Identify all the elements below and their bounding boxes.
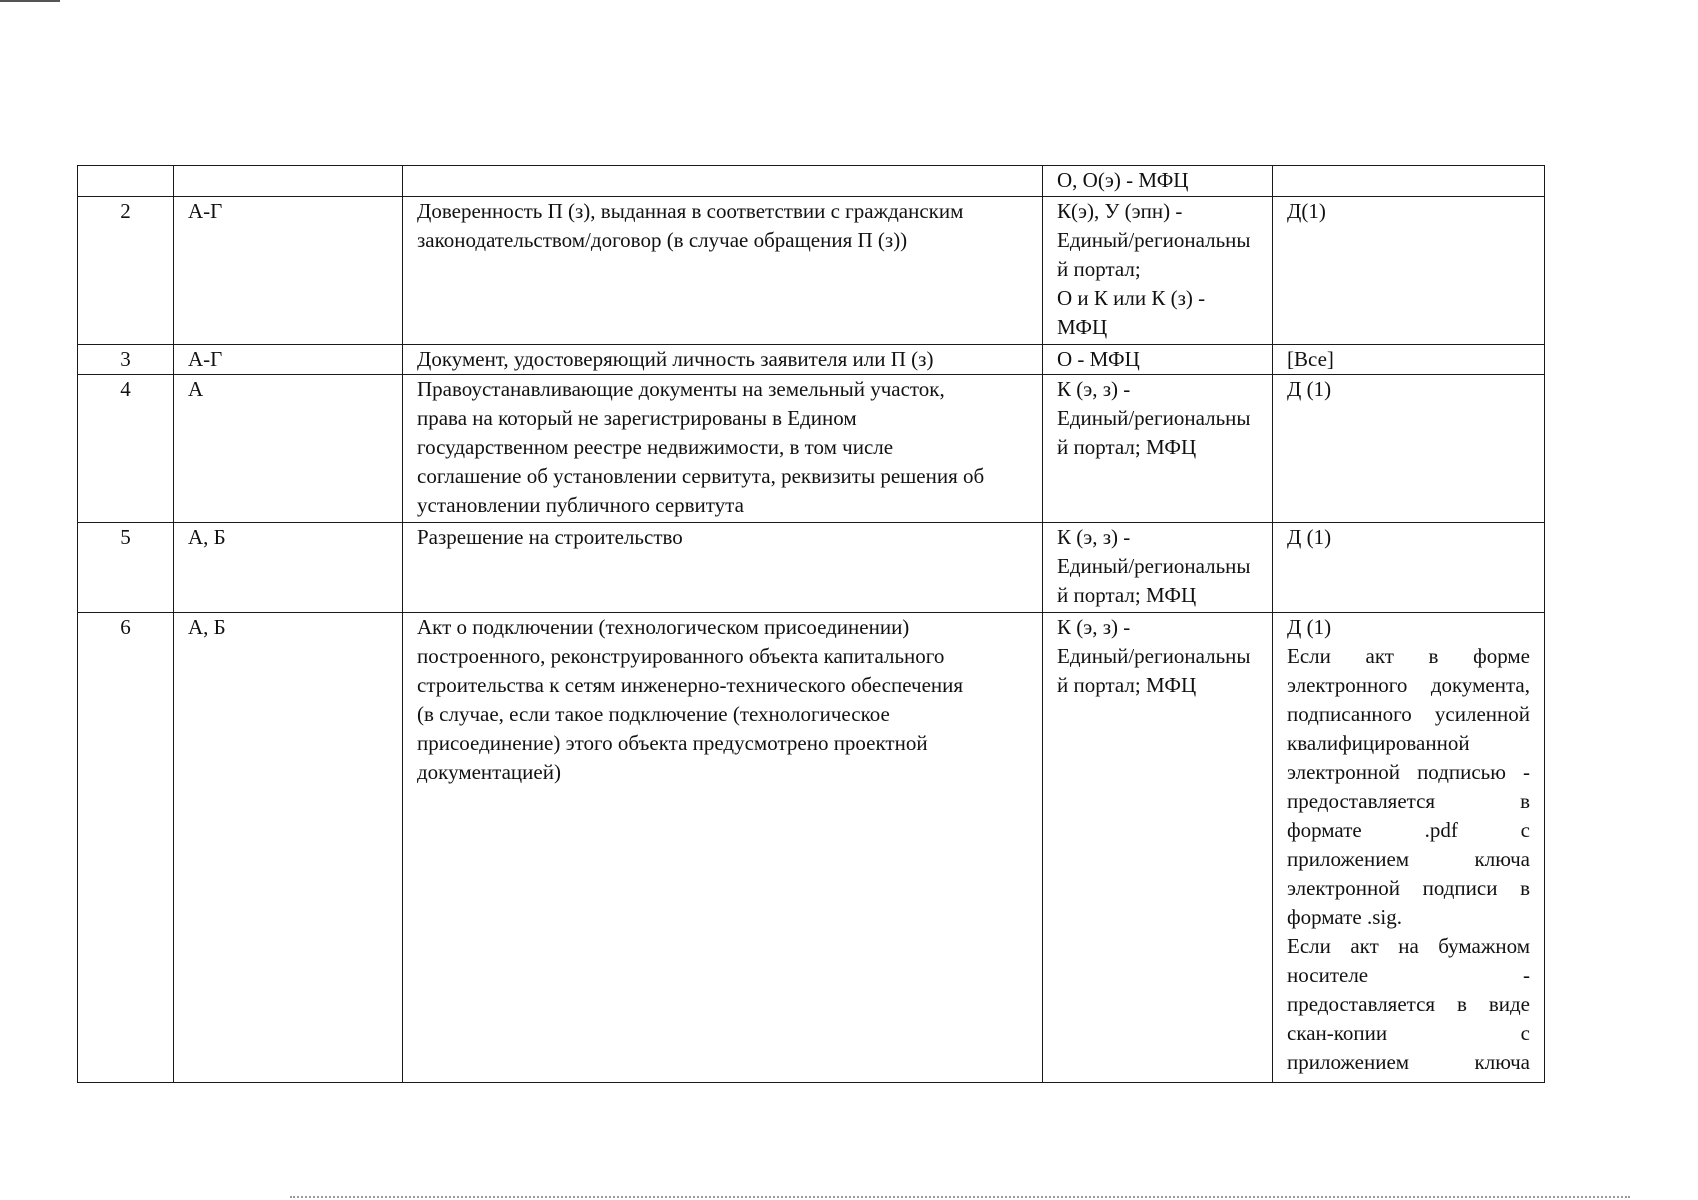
submission-method-cell [1043, 523, 1273, 613]
method-line: й портал; МФЦ [1057, 673, 1197, 697]
requirement-line: Д (1) [1287, 377, 1332, 401]
requirement-line: формате .pdf с [1287, 818, 1530, 842]
requirement-cell [1273, 523, 1545, 613]
requirement-line: Если акт на бумажном [1287, 934, 1530, 958]
row-number-cell: 4 [78, 375, 174, 523]
document-name-line: строительства к сетям инженерно-технического обеспечения [417, 673, 964, 697]
category-cell: А, Б [174, 523, 403, 613]
requirement-line: подписанного усиленной [1287, 702, 1530, 726]
document-name-line: Доверенность П (з), выданная в соответствии с гражданским [417, 199, 964, 223]
table-row [78, 197, 1545, 345]
requirement-line: квалифицированной [1287, 731, 1470, 755]
requirement-line: формате .sig. [1287, 905, 1402, 929]
document-name-line: Разрешение на строительство [417, 525, 683, 549]
category-cell: А, Б [174, 613, 403, 1083]
document-name-line: Правоустанавливающие документы на земельный участок, [417, 377, 945, 401]
documents-table [77, 165, 1545, 1083]
document-name-line: Документ, удостоверяющий личность заявителя или П (з) [417, 347, 934, 371]
requirement-line: носителе - [1287, 963, 1530, 987]
method-line: МФЦ [1057, 315, 1108, 339]
category-cell: А-Г [174, 345, 403, 375]
document-name-cell [403, 613, 1043, 1083]
table-row [78, 166, 1545, 197]
requirement-cell [1273, 375, 1545, 523]
document-name-line: права на который не зарегистрированы в Едином [417, 406, 857, 430]
method-line: Единый/региональны [1057, 228, 1251, 252]
category-cell [174, 166, 403, 197]
category-cell: А [174, 375, 403, 523]
method-line: О, О(э) - МФЦ [1057, 168, 1189, 192]
requirement-cell [1273, 197, 1545, 345]
requirement-cell [1273, 166, 1545, 197]
submission-method-cell [1043, 613, 1273, 1083]
document-name-cell [403, 197, 1043, 345]
row-number-cell: 3 [78, 345, 174, 375]
method-line: О - МФЦ [1057, 347, 1140, 371]
method-line: К(э), У (эпн) - [1057, 199, 1183, 223]
table-row [78, 375, 1545, 523]
requirement-cell [1273, 613, 1545, 1083]
scan-bottom-artifact [290, 1196, 1630, 1198]
requirement-line: предоставляется в виде [1287, 992, 1530, 1016]
method-line: Единый/региональны [1057, 406, 1251, 430]
requirement-line: предоставляется в [1287, 789, 1530, 813]
table-row [78, 345, 1545, 375]
requirement-line: Д (1) [1287, 615, 1332, 639]
requirement-line: Д(1) [1287, 199, 1326, 223]
document-name-line: государственном реестре недвижимости, в том числе [417, 435, 894, 459]
document-name-cell [403, 345, 1043, 375]
row-number-cell: 2 [78, 197, 174, 345]
requirement-line: Д (1) [1287, 525, 1332, 549]
document-name-line: (в случае, если такое подключение (технологическое [417, 702, 890, 726]
requirement-cell [1273, 345, 1545, 375]
document-name-cell [403, 166, 1043, 197]
requirement-line: приложением ключа [1287, 847, 1530, 871]
table-row [78, 523, 1545, 613]
method-line: О и К или К (з) - [1057, 286, 1206, 310]
requirement-line: скан-копии с [1287, 1021, 1530, 1045]
method-line: й портал; МФЦ [1057, 583, 1197, 607]
method-line: й портал; МФЦ [1057, 435, 1197, 459]
requirement-line: электронной подписи в [1287, 876, 1530, 900]
category-cell: А-Г [174, 197, 403, 345]
scan-edge-mark [0, 0, 60, 2]
document-name-cell [403, 375, 1043, 523]
document-name-line: Акт о подключении (технологическом присоединении) [417, 615, 910, 639]
requirement-line: электронной подписью - [1287, 760, 1530, 784]
submission-method-cell [1043, 166, 1273, 197]
submission-method-cell [1043, 375, 1273, 523]
document-name-line: законодательством/договор (в случае обращения П (з)) [417, 228, 908, 252]
document-name-line: документацией) [417, 760, 561, 784]
row-number-cell: 6 [78, 613, 174, 1083]
method-line: К (э, з) - [1057, 615, 1131, 639]
requirement-line: приложением ключа [1287, 1050, 1530, 1074]
document-name-cell [403, 523, 1043, 613]
requirement-line: [Все] [1287, 347, 1334, 371]
method-line: К (э, з) - [1057, 377, 1131, 401]
submission-method-cell [1043, 345, 1273, 375]
requirement-line: электронного документа, [1287, 673, 1530, 697]
document-name-line: присоединение) этого объекта предусмотрено проектной [417, 731, 928, 755]
document-name-line: построенного, реконструированного объекта капитального [417, 644, 945, 668]
requirement-line: Если акт в форме [1287, 644, 1530, 668]
method-line: К (э, з) - [1057, 525, 1131, 549]
method-line: Единый/региональны [1057, 554, 1251, 578]
row-number-cell [78, 166, 174, 197]
document-name-line: установлении публичного сервитута [417, 493, 744, 517]
document-name-line: соглашение об установлении сервитута, реквизиты решения об [417, 464, 985, 488]
row-number-cell: 5 [78, 523, 174, 613]
submission-method-cell [1043, 197, 1273, 345]
method-line: й портал; [1057, 257, 1141, 281]
table-row [78, 613, 1545, 1083]
method-line: Единый/региональны [1057, 644, 1251, 668]
